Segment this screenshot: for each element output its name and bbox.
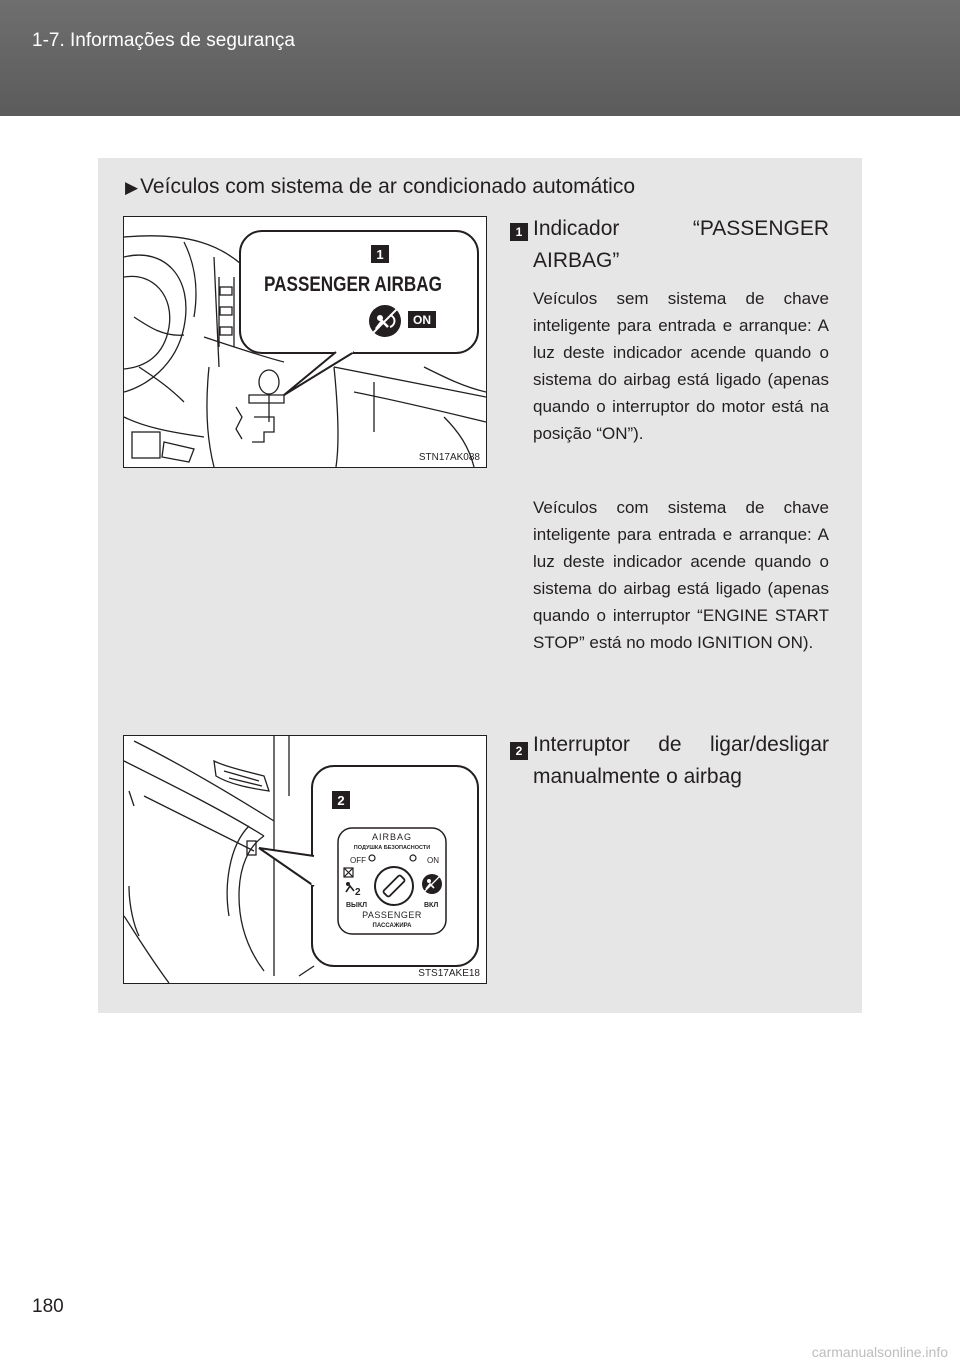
switch-passenger-label: PASSENGER xyxy=(362,910,422,920)
item1-paragraph-2: Veículos com sistema de chave inteligente para entrada e arranque: A luz deste indicador acende quando o sistema do airbag está ligado (apenas quando o interruptor “ENGINE START STOP” está no modo IGNITION ON). xyxy=(533,498,829,652)
switch-passenger-ru-label: ПАССАЖИРА xyxy=(372,923,412,929)
item2-number-badge: 2 xyxy=(510,742,528,760)
passenger-airbag-indicator-text: PASSENGER AIRBAG xyxy=(264,273,442,296)
airbag-symbol-icon xyxy=(369,305,401,337)
section-heading xyxy=(125,173,635,202)
section-heading-text: Veículos com sistema de ar condicionado automático xyxy=(140,175,636,198)
switch-off-ru-label: ВЫКЛ xyxy=(346,902,368,909)
triangle-bullet-icon: ▶ xyxy=(125,178,139,197)
figure2-callout-number: 2 xyxy=(337,793,345,808)
switch-airbag-ru-label: ПОДУШКА БЕЗОПАСНОСТИ xyxy=(353,845,431,851)
switch-airbag-label: AIRBAG xyxy=(371,832,413,842)
indicator-on-label: ON xyxy=(413,313,431,327)
figure-airbag-manual-switch xyxy=(123,735,487,984)
svg-text:2: 2 xyxy=(355,887,361,898)
page-number: 180 xyxy=(32,1296,64,1317)
figure2-code: STS17AKE18 xyxy=(418,968,480,979)
item2-title: Interruptor de ligar/desligar manualmente o airbag xyxy=(533,733,829,788)
figure1-callout-number: 1 xyxy=(376,247,384,262)
dashboard-illustration xyxy=(124,217,486,467)
item1-title: Indicador “PASSENGER AIRBAG” xyxy=(533,217,829,272)
item1-paragraph-1: Veículos sem sistema de chave inteligente para entrada e arranque: A luz deste indicador acende quando o sistema do airbag está ligado (apenas quando o interruptor do motor está na posição “ON”). xyxy=(533,289,829,443)
glovebox-illustration xyxy=(124,736,486,983)
airbag-on-symbol-icon xyxy=(422,874,442,894)
figure-passenger-airbag-indicator xyxy=(123,216,487,468)
section-title: 1-7. Informações de segurança xyxy=(32,30,295,51)
item1-number-badge: 1 xyxy=(510,223,528,241)
watermark: carmanualsonline.info xyxy=(811,1344,948,1360)
figure1-code: STN17AK088 xyxy=(418,452,480,463)
page-header xyxy=(0,0,960,116)
key-switch-icon xyxy=(375,867,413,905)
switch-on-ru-label: ВКЛ xyxy=(424,902,439,909)
switch-off-label: OFF xyxy=(350,856,366,865)
switch-on-label: ON xyxy=(427,856,439,865)
